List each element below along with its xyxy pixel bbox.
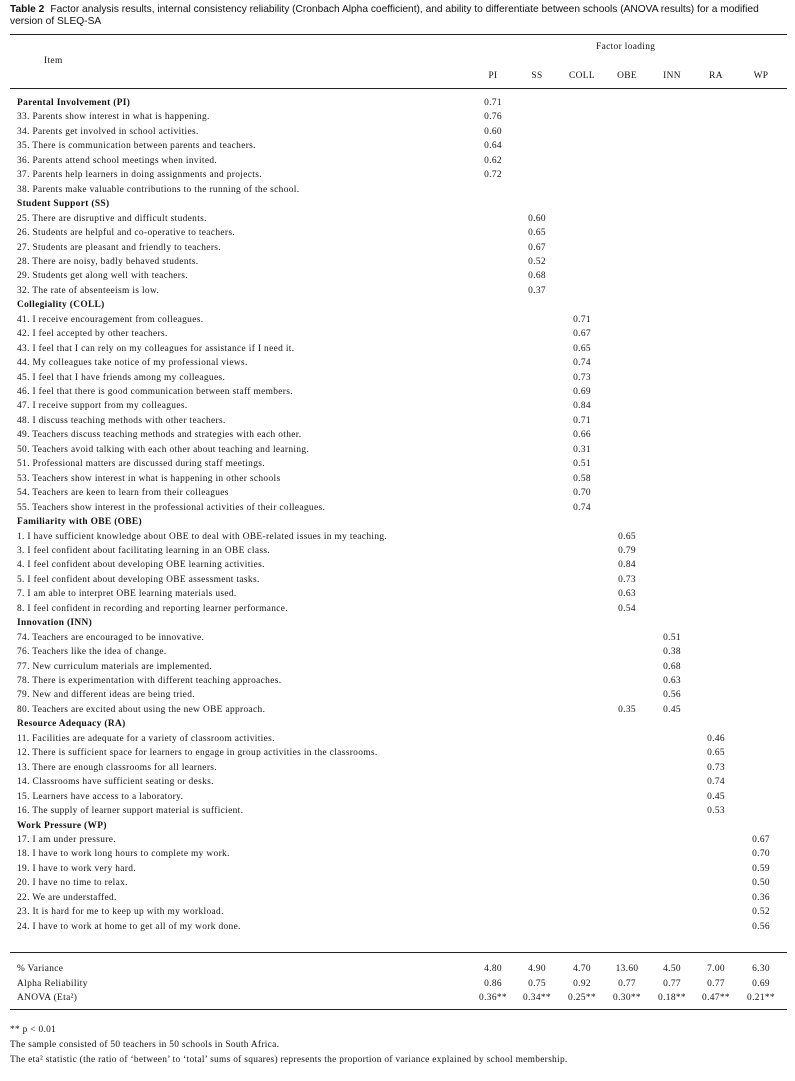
summary-value: 0.30** <box>613 993 641 1003</box>
item-label: 49. Teachers discuss teaching methods and strategies with each other. <box>17 430 302 441</box>
bottom-rule <box>10 1009 787 1010</box>
loading-value: 0.84 <box>573 401 591 412</box>
summary-label: ANOVA (Eta²) <box>17 993 78 1003</box>
loading-value: 0.50 <box>752 878 770 889</box>
loading-value: 0.74 <box>707 777 725 788</box>
summary-value: 0.69 <box>752 978 770 989</box>
item-label: 28. There are noisy, badly behaved students. <box>17 256 199 267</box>
item-label: 78. There is experimentation with different teaching approaches. <box>17 676 282 686</box>
item-label: 45. I feel that I have friends among my colleagues. <box>17 372 226 383</box>
item-label: 25. There are disruptive and difficult students. <box>17 213 207 224</box>
item-label: 17. I am under pressure. <box>17 834 116 845</box>
column-header-ra: RA <box>709 71 723 81</box>
column-header-ss: SS <box>531 71 543 81</box>
section-heading: Collegiality (COLL) <box>17 300 105 311</box>
loading-value: 0.65 <box>528 228 546 239</box>
footnote-significance: ** p < 0.01 <box>10 1025 57 1035</box>
summary-value: 0.21** <box>747 993 775 1003</box>
summary-value: 0.77 <box>663 978 681 989</box>
item-label: 7. I am able to interpret OBE learning materials used. <box>17 589 237 600</box>
loading-value: 0.79 <box>618 545 636 556</box>
item-label: 38. Parents make valuable contributions to the running of the school. <box>17 184 300 195</box>
item-label: 51. Professional matters are discussed during staff meetings. <box>17 459 265 470</box>
summary-value: 4.50 <box>663 964 681 974</box>
summary-value: 0.86 <box>484 978 502 989</box>
item-label: 35. There is communication between parents and teachers. <box>17 141 256 152</box>
table-caption-text: Factor analysis results, internal consistency reliability (Cronbach Alpha coefficient), and ability to differentiate between schools (ANOVA results) for a modified version of SLEQ-SA <box>10 4 759 27</box>
item-label: 26. Students are helpful and co-operative to teachers. <box>17 228 236 239</box>
loading-value: 0.31 <box>573 444 591 455</box>
loading-value: 0.45 <box>663 704 681 715</box>
item-label: 76. Teachers like the idea of change. <box>17 647 167 658</box>
item-label: 55. Teachers show interest in the professional activities of their colleagues. <box>17 502 326 513</box>
item-column-header: Item <box>44 56 63 66</box>
item-label: 12. There is sufficient space for learners to engage in group activities in the classrooms. <box>17 748 378 759</box>
item-label: 53. Teachers show interest in what is happening in other schools <box>17 473 281 484</box>
summary-value: 6.30 <box>752 964 770 974</box>
loading-value: 0.65 <box>573 343 591 354</box>
item-label: 15. Learners have access to a laboratory. <box>17 791 184 802</box>
summary-value: 0.18** <box>658 993 686 1003</box>
table-caption <box>10 4 785 28</box>
item-label: 44. My colleagues take notice of my professional views. <box>17 358 248 369</box>
loading-value: 0.70 <box>752 849 770 860</box>
item-label: 11. Facilities are adequate for a variety of classroom activities. <box>17 733 275 744</box>
loading-value: 0.76 <box>484 112 502 123</box>
item-label: 54. Teachers are keen to learn from their colleagues <box>17 488 229 499</box>
section-heading: Work Pressure (WP) <box>17 820 107 831</box>
item-label: 3. I feel confident about facilitating learning in an OBE class. <box>17 545 271 556</box>
loading-value: 0.35 <box>618 704 636 715</box>
loading-value: 0.73 <box>707 762 725 773</box>
summary-value: 0.75 <box>528 978 546 989</box>
footnote-sample: The sample consisted of 50 teachers in 50 schools in South Africa. <box>10 1040 280 1050</box>
summary-value: 0.77 <box>618 978 636 989</box>
item-label: 42. I feel accepted by other teachers. <box>17 329 168 340</box>
loading-value: 0.51 <box>663 632 681 643</box>
item-label: 13. There are enough classrooms for all learners. <box>17 762 217 773</box>
item-label: 37. Parents help learners in doing assignments and projects. <box>17 170 262 181</box>
column-header-inn: INN <box>663 71 681 81</box>
top-rule <box>10 34 787 35</box>
loading-value: 0.65 <box>618 531 636 542</box>
loading-value: 0.62 <box>484 155 502 166</box>
summary-value: 13.60 <box>615 964 639 974</box>
section-heading: Familiarity with OBE (OBE) <box>17 517 142 528</box>
summary-value: 4.70 <box>573 964 591 974</box>
summary-label: % Variance <box>17 964 64 974</box>
item-label: 80. Teachers are excited about using the new OBE approach. <box>17 704 266 715</box>
item-label: 79. New and different ideas are being tried. <box>17 690 195 701</box>
loading-value: 0.46 <box>707 733 725 744</box>
loading-value: 0.65 <box>707 748 725 759</box>
item-label: 20. I have no time to relax. <box>17 878 128 889</box>
loading-value: 0.74 <box>573 358 591 369</box>
loading-value: 0.69 <box>573 387 591 397</box>
loading-value: 0.67 <box>752 834 770 845</box>
body-end-rule <box>10 952 787 953</box>
loading-value: 0.71 <box>484 98 502 108</box>
loading-value: 0.72 <box>484 170 502 181</box>
loading-value: 0.63 <box>618 589 636 600</box>
column-header-obe: OBE <box>617 71 637 81</box>
summary-value: 7.00 <box>707 964 725 974</box>
summary-value: 0.36** <box>479 993 507 1003</box>
loading-value: 0.84 <box>618 560 636 571</box>
item-label: 29. Students get along well with teachers. <box>17 271 188 282</box>
loading-value: 0.66 <box>573 430 591 441</box>
header-rule <box>10 88 787 89</box>
item-label: 74. Teachers are encouraged to be innovative. <box>17 632 205 643</box>
loading-value: 0.38 <box>663 647 681 658</box>
summary-value: 0.77 <box>707 978 725 989</box>
section-heading: Parental Involvement (PI) <box>17 98 131 108</box>
item-label: 41. I receive encouragement from colleagues. <box>17 314 204 325</box>
loading-value: 0.74 <box>573 502 591 513</box>
loading-value: 0.52 <box>528 256 546 267</box>
loading-value: 0.64 <box>484 141 502 152</box>
column-header-wp: WP <box>753 71 769 81</box>
loading-value: 0.58 <box>573 473 591 484</box>
item-label: 27. Students are pleasant and friendly to teachers. <box>17 242 221 253</box>
item-label: 46. I feel that there is good communication between staff members. <box>17 387 293 397</box>
summary-value: 4.90 <box>528 964 546 974</box>
summary-value: 4.80 <box>484 964 502 974</box>
loading-value: 0.54 <box>618 603 636 614</box>
loading-value: 0.56 <box>752 921 770 932</box>
item-label: 43. I feel that I can rely on my colleagues for assistance if I need it. <box>17 343 295 354</box>
loading-value: 0.63 <box>663 676 681 686</box>
loading-value: 0.67 <box>573 329 591 340</box>
loading-value: 0.68 <box>528 271 546 282</box>
loading-value: 0.52 <box>752 907 770 918</box>
item-label: 22. We are understaffed. <box>17 892 117 903</box>
item-label: 16. The supply of learner support material is sufficient. <box>17 806 244 817</box>
loading-value: 0.71 <box>573 314 591 325</box>
item-label: 33. Parents show interest in what is happening. <box>17 112 210 123</box>
summary-value: 0.92 <box>573 978 591 989</box>
item-label: 48. I discuss teaching methods with other teachers. <box>17 415 226 426</box>
loading-value: 0.36 <box>752 892 770 903</box>
loading-value: 0.59 <box>752 863 770 874</box>
factor-loading-header: Factor loading <box>596 42 656 52</box>
item-label: 23. It is hard for me to keep up with my workload. <box>17 907 224 918</box>
item-label: 50. Teachers avoid talking with each other about teaching and learning. <box>17 444 310 455</box>
section-heading: Innovation (INN) <box>17 618 93 629</box>
summary-value: 0.47** <box>702 993 730 1003</box>
summary-label: Alpha Reliability <box>17 978 88 989</box>
section-heading: Student Support (SS) <box>17 199 110 210</box>
loading-value: 0.73 <box>573 372 591 383</box>
item-label: 4. I feel confident about developing OBE learning activities. <box>17 560 265 571</box>
loading-value: 0.56 <box>663 690 681 701</box>
loading-value: 0.60 <box>528 213 546 224</box>
loading-value: 0.68 <box>663 661 681 672</box>
item-label: 14. Classrooms have sufficient seating or desks. <box>17 777 214 788</box>
item-label: 47. I receive support from my colleagues. <box>17 401 188 412</box>
footnote-eta: The eta² statistic (the ratio of ‘between’ to ‘total’ sums of squares) represents the proportion of variance explained by school membership. <box>10 1055 568 1065</box>
loading-value: 0.70 <box>573 488 591 499</box>
column-header-coll: COLL <box>569 71 595 81</box>
loading-value: 0.53 <box>707 806 725 817</box>
loading-value: 0.73 <box>618 574 636 585</box>
loading-value: 0.37 <box>528 285 546 296</box>
item-label: 77. New curriculum materials are implemented. <box>17 661 213 672</box>
item-label: 34. Parents get involved in school activities. <box>17 126 199 137</box>
column-header-pi: PI <box>488 71 498 81</box>
item-label: 1. I have sufficient knowledge about OBE to deal with OBE-related issues in my teaching. <box>17 531 388 542</box>
table-label: Table 2 <box>10 4 45 15</box>
item-label: 5. I feel confident about developing OBE assessment tasks. <box>17 574 260 585</box>
item-label: 18. I have to work long hours to complete my work. <box>17 849 230 860</box>
loading-value: 0.67 <box>528 242 546 253</box>
summary-value: 0.34** <box>523 993 551 1003</box>
section-heading: Resource Adequacy (RA) <box>17 719 126 730</box>
loading-value: 0.51 <box>573 459 591 470</box>
item-label: 36. Parents attend school meetings when invited. <box>17 155 218 166</box>
item-label: 24. I have to work at home to get all of my work done. <box>17 921 241 932</box>
item-label: 8. I feel confident in recording and reporting learner performance. <box>17 603 288 614</box>
item-label: 19. I have to work very hard. <box>17 863 136 874</box>
loading-value: 0.71 <box>573 415 591 426</box>
loading-value: 0.45 <box>707 791 725 802</box>
summary-value: 0.25** <box>568 993 596 1003</box>
loading-value: 0.60 <box>484 126 502 137</box>
item-label: 32. The rate of absenteeism is low. <box>17 285 160 296</box>
